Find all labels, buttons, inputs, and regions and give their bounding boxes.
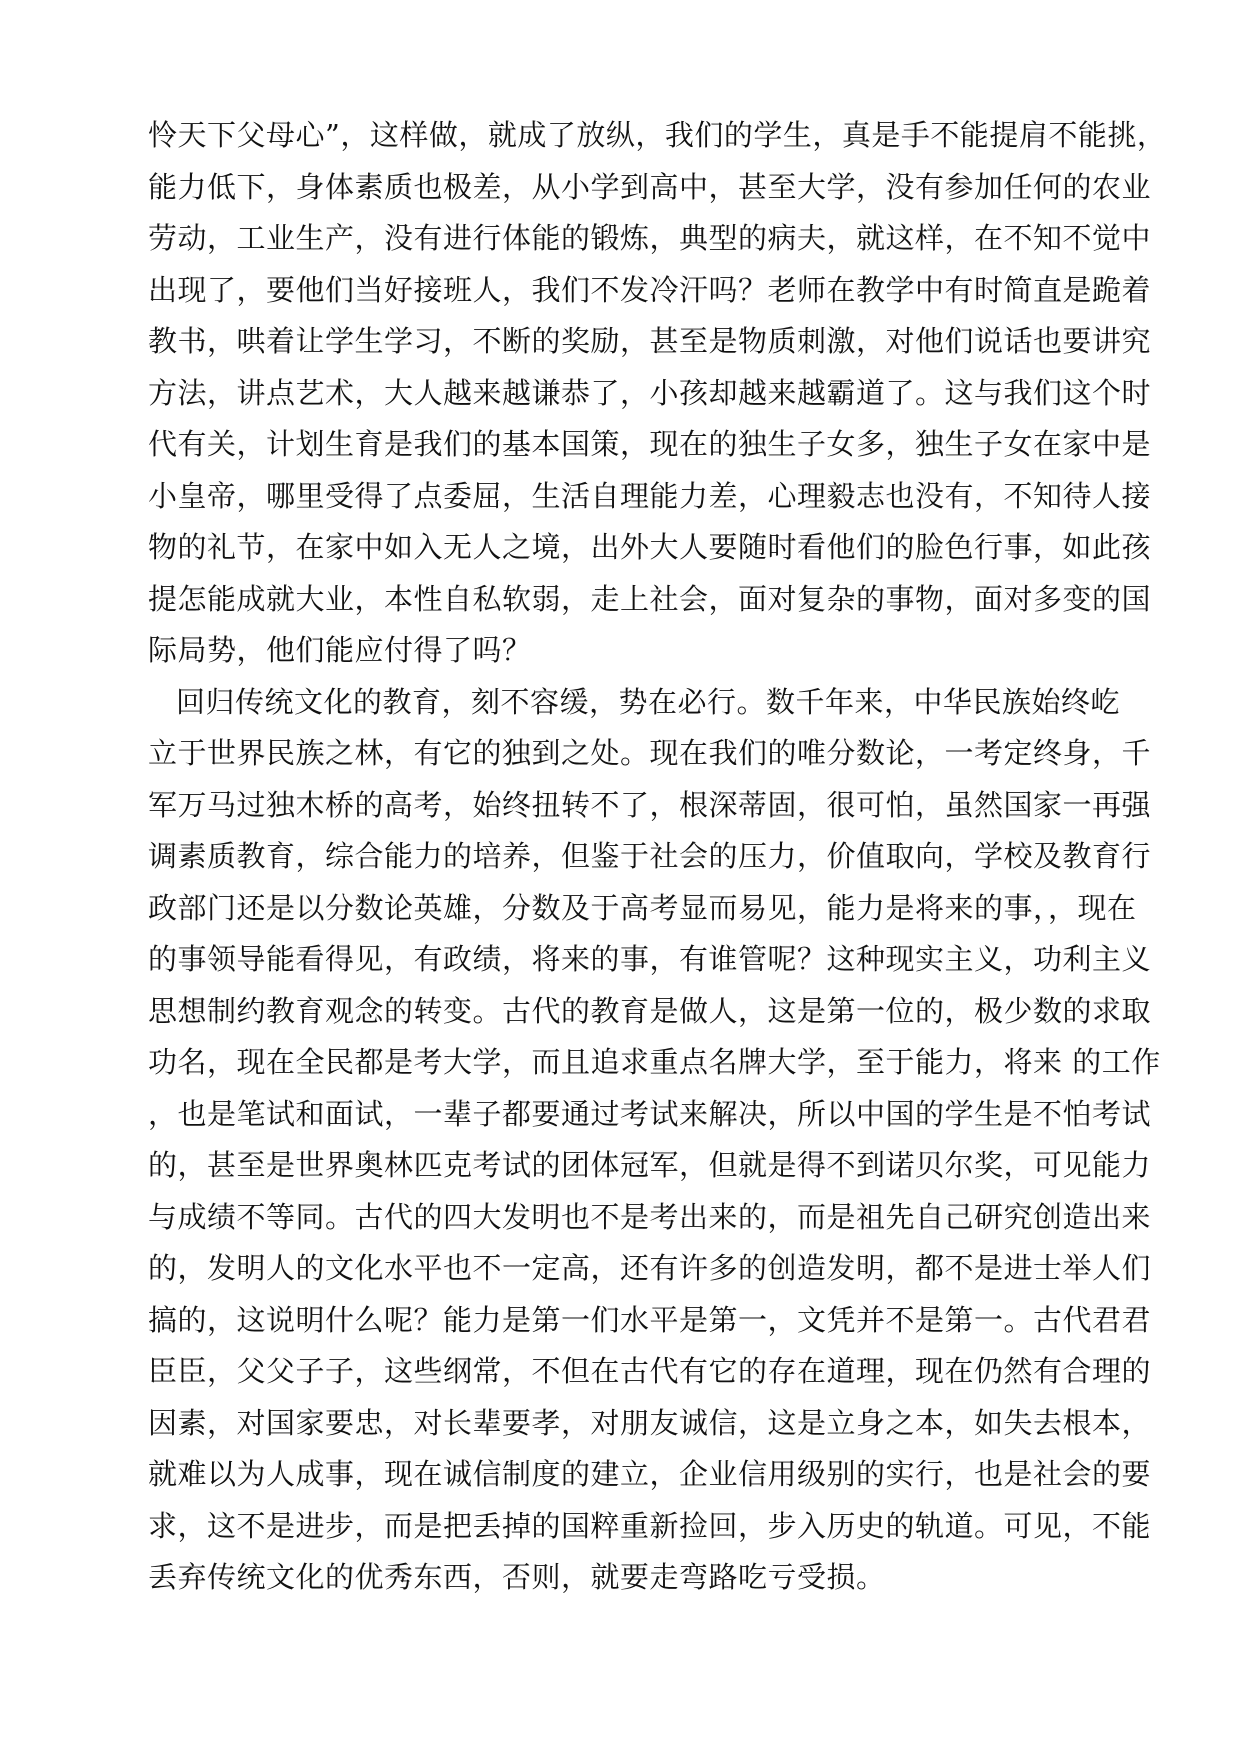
text-line: 丢弃传统文化的优秀东西，否则，就要走弯路吃亏受损。 <box>148 1560 886 1594</box>
text-line: 臣臣，父父子子，这些纲常，不但在古代有它的存在道理，现在仍然有合理的 <box>148 1354 1152 1388</box>
text-line: 因素，对国家要忠，对长辈要孝，对朋友诚信，这是立身之本，如失去根本， <box>148 1405 1152 1440</box>
text-line: 出现了，要他们当好接班人，我们不发冷汗吗？老师在教学中有时简直是跪着 <box>148 272 1152 307</box>
text-line: 与成绩不等同。古代的四大发明也不是考出来的，而是祖先自己研究创造出来 <box>148 1199 1152 1234</box>
text-line: 求，这不是进步，而是把丢掉的国粹重新捡回，步入历史的轨道。可见，不能 <box>148 1508 1152 1543</box>
text-line: 提怎能成就大业，本性自私软弱，走上社会，面对复杂的事物，面对多变的国 <box>148 581 1152 616</box>
text-line: 功名，现在全民都是考大学，而且追求重点名牌大学，至于能力，将来 的工作 <box>148 1045 1161 1079</box>
text-line: 的，发明人的文化水平也不一定高，还有许多的创造发明，都不是进士举人们 <box>148 1251 1152 1285</box>
text-line: 搞的，这说明什么呢？能力是第一们水平是第一，文凭并不是第一。古代君君 <box>148 1302 1152 1337</box>
text-line: 思想制约教育观念的转变。古代的教育是做人，这是第一位的，极少数的求取 <box>148 993 1152 1028</box>
text-line: 立于世界民族之林，有它的独到之处。现在我们的唯分数论，一考定终身，千 <box>148 736 1152 770</box>
text-line: 小皇帝，哪里受得了点委屈，生活自理能力差，心理毅志也没有，不知待人接 <box>148 478 1152 513</box>
text-line: 的，甚至是世界奥林匹克考试的团体冠军，但就是得不到诺贝尔奖，可见能力 <box>148 1148 1152 1182</box>
text-line: 怜天下父母心”，这样做，就成了放纵，我们的学生，真是手不能提肩不能挑， <box>148 118 1167 152</box>
text-line: 调素质教育，综合能力的培养，但鉴于社会的压力，价值取向，学校及教育行 <box>148 839 1152 873</box>
text-line: 劳动，工业生产，没有进行体能的锻炼，典型的病夫，就这样，在不知不觉中 <box>148 221 1152 255</box>
text-line: 政部门还是以分数论英雄，分数及于高考显而易见，能力是将来的事，，现在 <box>148 890 1137 925</box>
body-text <box>148 110 1167 1604</box>
text-line: 物的礼节，在家中如入无人之境，出外大人要随时看他们的脸色行事，如此孩 <box>148 530 1152 564</box>
text-line: 军万马过独木桥的高考，始终扭转不了，根深蒂固，很可怕，虽然国家一再强 <box>148 787 1152 822</box>
text-line: 际局势，他们能应付得了吗？ <box>148 633 532 667</box>
text-line: 方法，讲点艺术，大人越来越谦恭了，小孩却越来越霸道了。这与我们这个时 <box>148 375 1152 410</box>
text-line: 就难以为人成事，现在诚信制度的建立，企业信用级别的实行，也是社会的要 <box>148 1457 1152 1491</box>
text-line: 能力低下，身体素质也极差，从小学到高中，甚至大学，没有参加任何的农业 <box>148 169 1152 204</box>
text-line: 教书，哄着让学生学习，不断的奖励，甚至是物质刺激，对他们说话也要讲究 <box>148 324 1152 358</box>
text-line: 代有关，计划生育是我们的基本国策，现在的独生子女多，独生子女在家中是 <box>148 427 1152 461</box>
paragraph-2 <box>148 677 1161 1604</box>
text-line: ，也是笔试和面试，一辈子都要通过考试来解决，所以中国的学生是不怕考试 <box>148 1096 1152 1131</box>
paragraph-1 <box>148 110 1167 677</box>
text-line-indented: 回归传统文化的教育，刻不容缓，势在必行。数千年来，中华民族始终屹 <box>176 684 1121 719</box>
text-line: 的事领导能看得见，有政绩，将来的事，有谁管呢？这种现实主义，功利主义 <box>148 942 1152 976</box>
